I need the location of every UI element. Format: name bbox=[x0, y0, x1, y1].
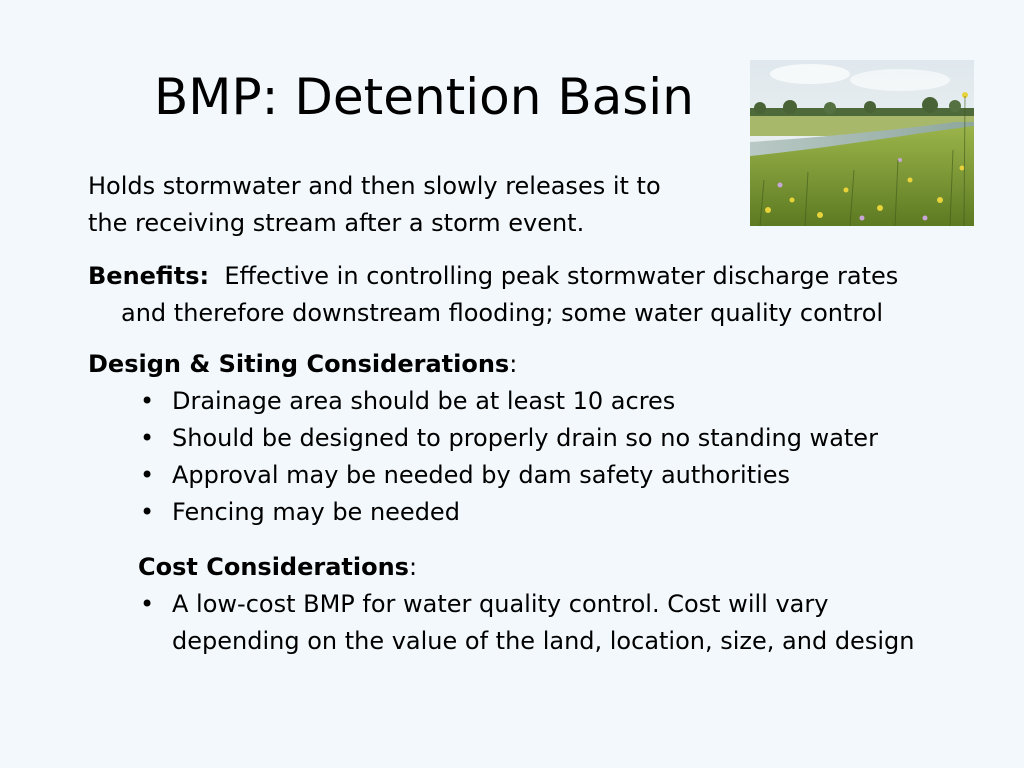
detention-basin-photo bbox=[750, 60, 974, 226]
intro-line: Holds stormwater and then slowly releases it to bbox=[88, 172, 661, 200]
bullet-icon: • bbox=[140, 461, 155, 489]
bullet-icon: • bbox=[140, 498, 155, 526]
list-item: • Drainage area should be at least 10 acres bbox=[88, 383, 878, 420]
cost-heading: Cost Considerations bbox=[138, 553, 409, 581]
list-item: • Should be designed to properly drain so no standing water bbox=[88, 420, 878, 457]
benefits-text-continued: and therefore downstream flooding; some water quality control bbox=[121, 299, 884, 327]
cost-section bbox=[88, 549, 914, 660]
benefits-label: Benefits: bbox=[88, 262, 210, 290]
list-item: • A low-cost BMP for water quality control. Cost will vary depending on the value of the land, location, size, and design bbox=[88, 586, 914, 660]
detention-basin-image bbox=[750, 60, 974, 226]
design-heading: Design & Siting Considerations bbox=[88, 350, 510, 378]
cost-bullet-list bbox=[88, 586, 914, 660]
design-section bbox=[88, 346, 878, 531]
intro-line: the receiving stream after a storm event. bbox=[88, 209, 585, 237]
list-item: • Fencing may be needed bbox=[88, 494, 878, 531]
cost-heading-colon: : bbox=[408, 553, 418, 581]
benefits-section bbox=[88, 258, 898, 332]
bullet-icon: • bbox=[140, 424, 155, 452]
design-heading-colon: : bbox=[509, 350, 518, 378]
bullet-icon: • bbox=[140, 387, 155, 415]
intro-paragraph bbox=[88, 168, 661, 242]
page-title: BMP: Detention Basin bbox=[154, 68, 694, 126]
benefits-text: Effective in controlling peak stormwater discharge rates bbox=[224, 262, 899, 290]
design-bullet-list bbox=[88, 383, 878, 531]
list-item: • Approval may be needed by dam safety authorities bbox=[88, 457, 878, 494]
bullet-icon: • bbox=[140, 590, 155, 618]
